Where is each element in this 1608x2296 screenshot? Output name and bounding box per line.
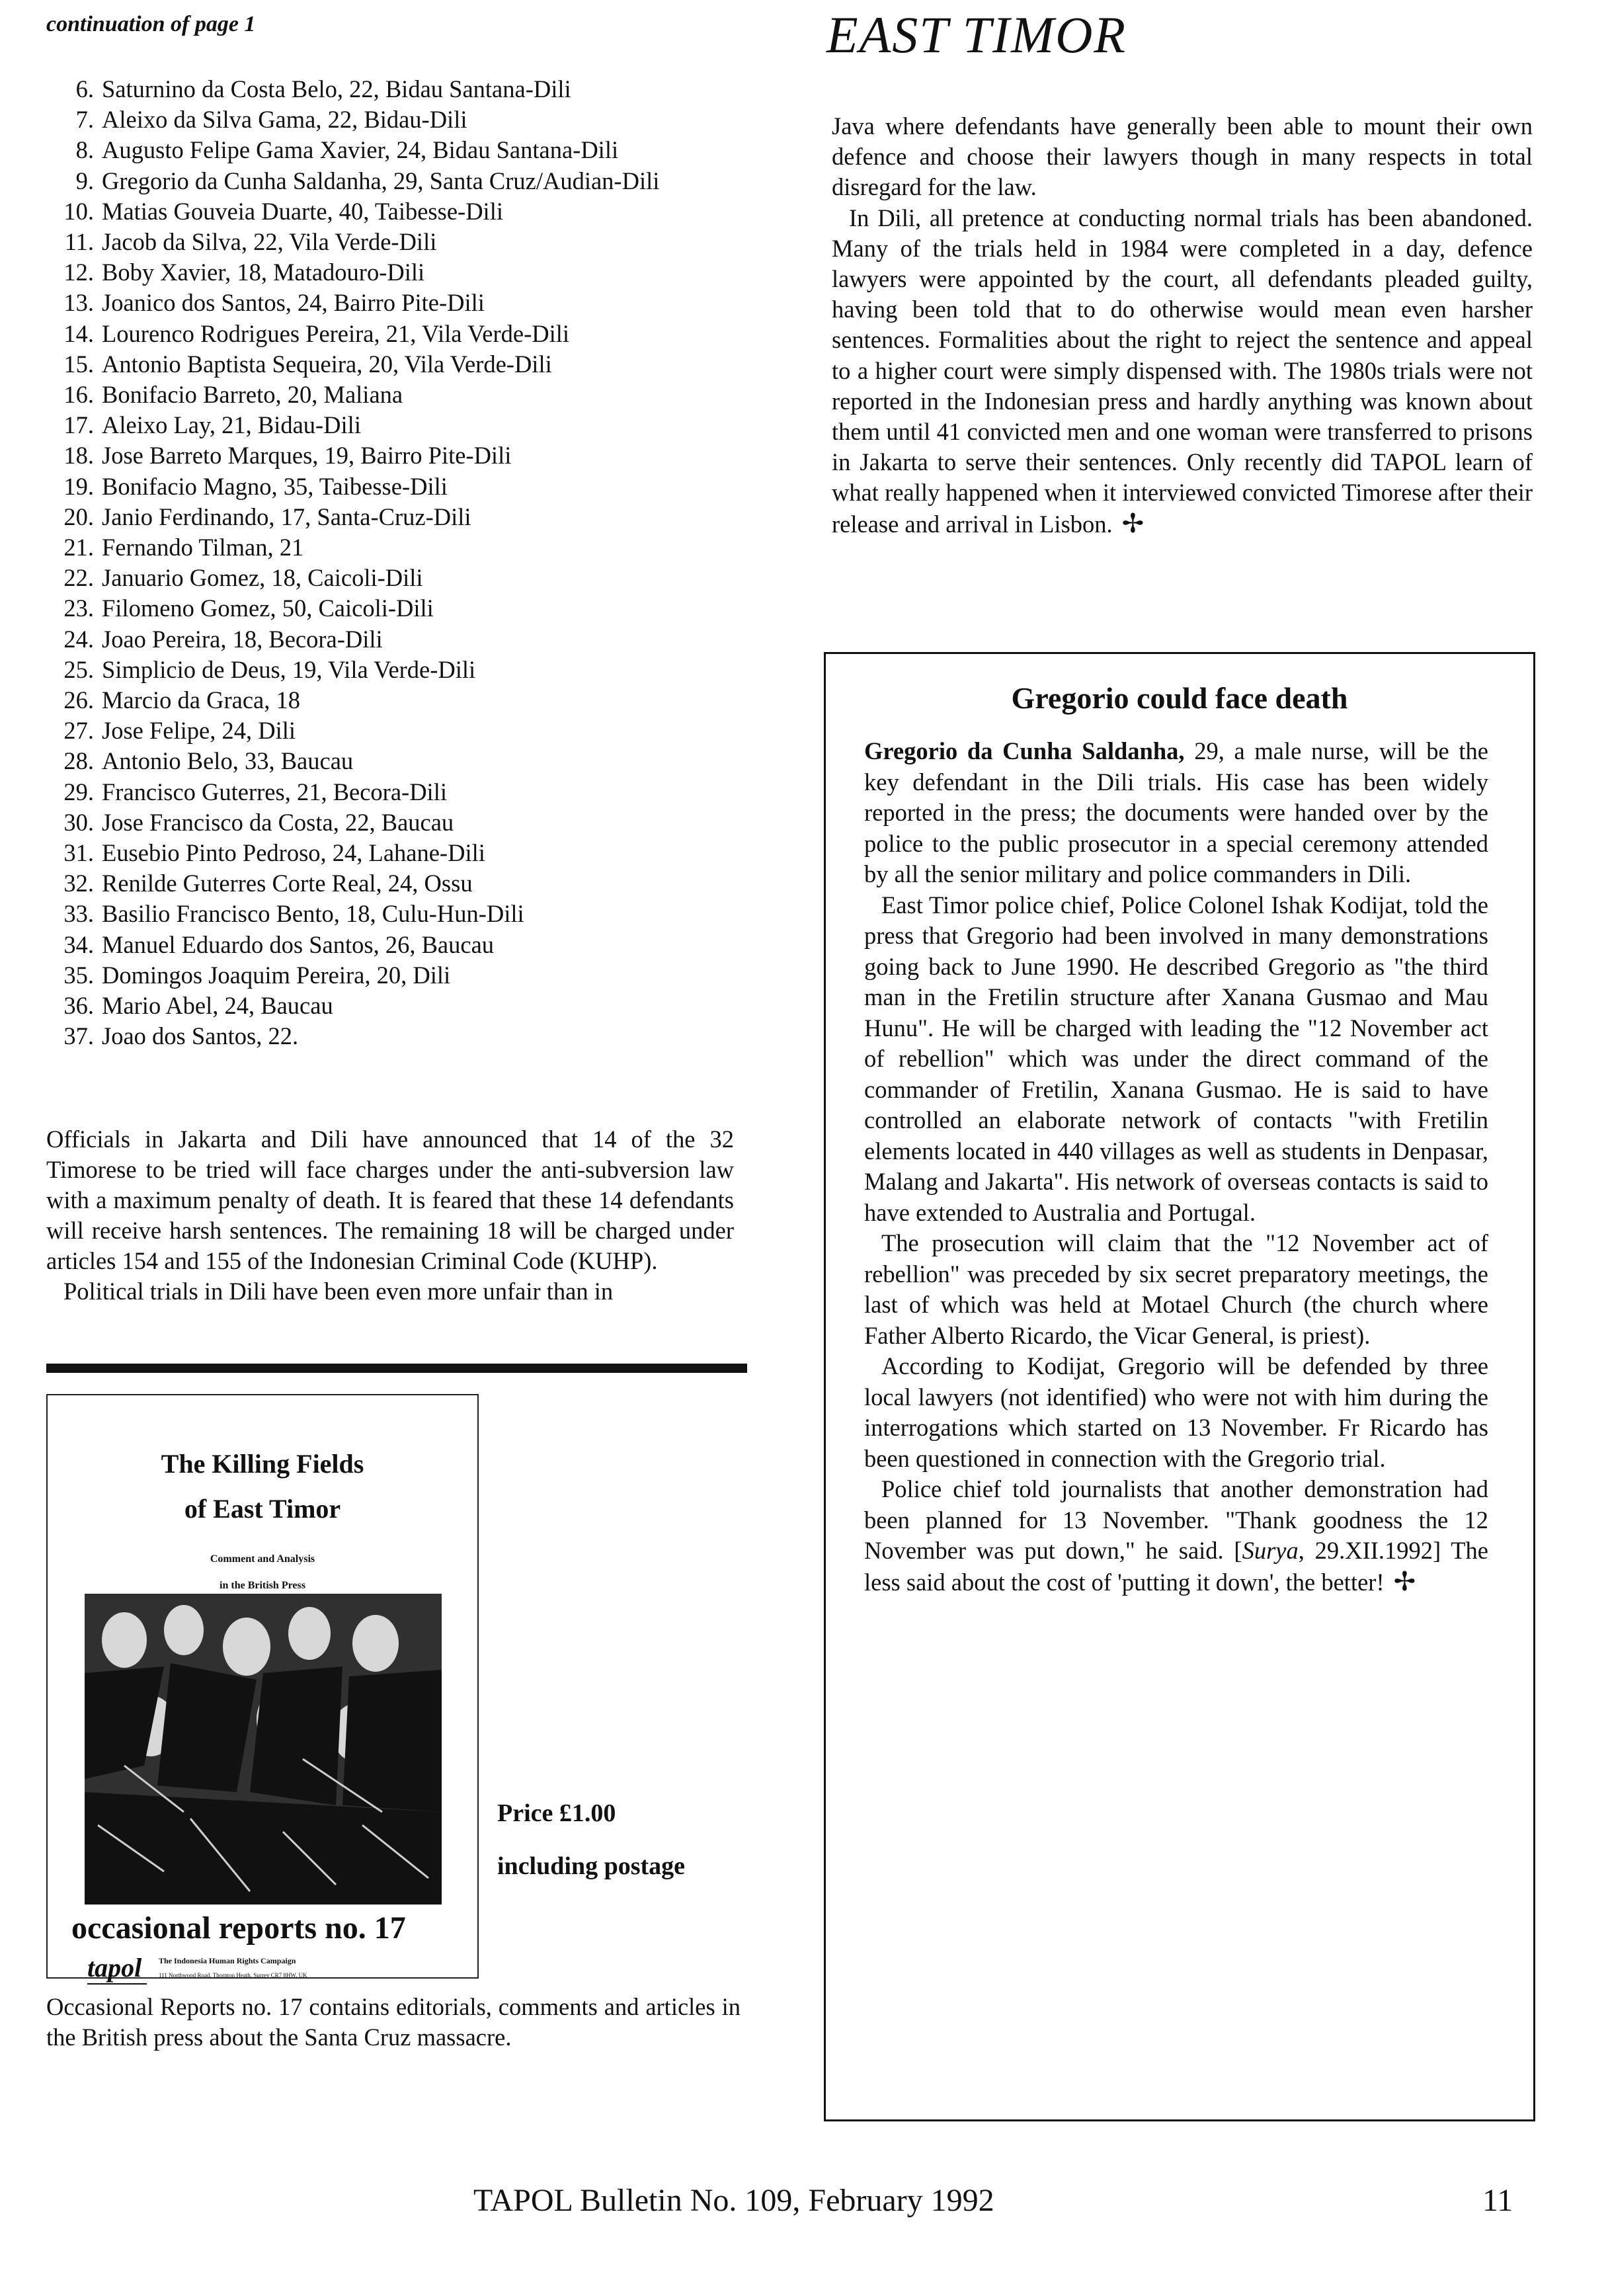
- list-item: [46, 502, 747, 532]
- list-item: [46, 868, 747, 899]
- ad-postage: including postage: [497, 1852, 686, 1880]
- list-item-text: Boby Xavier, 18, Matadouro-Dili: [102, 259, 425, 286]
- list-item: [46, 746, 747, 776]
- list-item: [46, 196, 747, 227]
- list-item: [46, 1021, 747, 1051]
- continuation-note: continuation of page 1: [46, 12, 256, 36]
- section-title: EAST TIMOR: [826, 6, 1127, 63]
- list-item-text: Jose Felipe, 24, Dili: [102, 717, 296, 745]
- ad-subtitle-line: Comment and Analysis: [210, 1553, 315, 1565]
- ad-price: Price £1.00: [497, 1799, 616, 1827]
- ad-title: [48, 1442, 477, 1532]
- list-item: [46, 899, 747, 929]
- paragraph-text: , 29.XII.1992] The less said about the cost of 'putting it down', the better!: [864, 1537, 1488, 1596]
- list-item-number: 14.: [63, 319, 94, 347]
- end-mark-icon: ✢: [1393, 1566, 1416, 1596]
- end-mark-icon: ✢: [1121, 508, 1145, 538]
- list-item-number: 8.: [75, 136, 94, 164]
- list-item-number: 29.: [63, 778, 94, 805]
- list-item-number: 30.: [63, 808, 94, 836]
- lead-name: Gregorio da Cunha Saldanha,: [864, 737, 1185, 764]
- list-item-number: 10.: [63, 197, 94, 225]
- list-item-number: 18.: [63, 442, 94, 470]
- list-item: [46, 166, 747, 196]
- list-item: [46, 716, 747, 746]
- list-item-text: Simplicio de Deus, 19, Vila Verde-Dili: [102, 655, 476, 683]
- list-item-number: 36.: [63, 992, 94, 1020]
- list-item-text: Bonifacio Magno, 35, Taibesse-Dili: [102, 472, 448, 500]
- list-item-text: Fernando Tilman, 21: [102, 534, 304, 561]
- list-item: [46, 257, 747, 288]
- list-item-text: Eusebio Pinto Pedroso, 24, Lahane-Dili: [102, 839, 485, 867]
- list-item-number: 33.: [63, 900, 94, 928]
- ad-title-line: of East Timor: [184, 1494, 341, 1524]
- list-item-text: Saturnino da Costa Belo, 22, Bidau Santana-Dili: [102, 75, 571, 102]
- list-item-text: Januario Gomez, 18, Caicoli-Dili: [102, 564, 423, 592]
- list-item-text: Renilde Guterres Corte Real, 24, Ossu: [102, 870, 473, 897]
- list-item-number: 13.: [63, 289, 94, 317]
- list-item-number: 12.: [63, 259, 94, 286]
- list-item: [46, 655, 747, 685]
- list-item-text: Joanico dos Santos, 24, Bairro Pite-Dili: [102, 289, 485, 317]
- list-item: [46, 227, 747, 257]
- page-number: 11: [1482, 2183, 1513, 2218]
- tapol-logo: tapol: [87, 1952, 147, 1985]
- ad-caption: Occasional Reports no. 17 contains editorials, comments and articles in the British press about the Santa Cruz massacre.: [46, 1993, 741, 2051]
- list-item: [46, 807, 747, 838]
- list-item-number: 16.: [63, 381, 94, 409]
- ad-subtitle-line: in the British Press: [220, 1580, 305, 1591]
- list-item: [46, 135, 747, 165]
- paragraph: Officials in Jakarta and Dili have announced that 14 of the 32 Timorese to be tried will face charges under the anti-subversion law with a maximum penalty of death. It is feared that these 14 defendants will receive harsh sentences. The remaining 18 will be charged under articles 154 and 155 of the Indonesian Criminal Code (KUHP).: [46, 1126, 734, 1274]
- list-item: [46, 74, 747, 104]
- left-article-text: [46, 1124, 734, 1307]
- list-item-number: 31.: [63, 839, 94, 867]
- list-item-text: Domingos Joaquim Pereira, 20, Dili: [102, 961, 451, 989]
- list-item: [46, 624, 747, 655]
- list-item: [46, 288, 747, 318]
- list-item: [46, 685, 747, 716]
- list-item-text: Aleixo Lay, 21, Bidau-Dili: [102, 411, 361, 439]
- list-item: [46, 593, 747, 624]
- paragraph: [832, 203, 1533, 540]
- sidebar-headline: Gregorio could face death: [1011, 681, 1348, 715]
- ad-address: 111 Northwood Road, Thornton Heath, Surrey CR7 8HW, UK: [159, 1972, 307, 1979]
- list-item-text: Jacob da Silva, 22, Vila Verde-Dili: [102, 228, 437, 256]
- list-item: [46, 532, 747, 563]
- list-item-number: 6.: [75, 75, 94, 102]
- list-item-number: 19.: [63, 472, 94, 500]
- list-item-text: Lourenco Rodrigues Pereira, 21, Vila Verde-Dili: [102, 319, 570, 347]
- right-article-text: [832, 111, 1533, 540]
- list-item-number: 35.: [63, 961, 94, 989]
- sidebar-text: [864, 736, 1488, 1598]
- list-item-number: 15.: [63, 350, 94, 378]
- list-item-text: Jose Barreto Marques, 19, Bairro Pite-Dili: [102, 442, 512, 470]
- list-item: [46, 472, 747, 502]
- paragraph: The prosecution will claim that the "12 November act of rebellion" was preceded by six secret preparatory meetings, the last of which was held at Motael Church (the church where Father Alberto Ricardo, the Vicar General, is priest).: [864, 1229, 1488, 1349]
- list-item: [46, 960, 747, 991]
- list-item: [46, 563, 747, 593]
- ad-series-title: occasional reports no. 17: [71, 1910, 406, 1946]
- paragraph: According to Kodijat, Gregorio will be defended by three local lawyers (not identified) who were not with him during the interrogations which started on 13 November. Fr Ricardo has been questioned in connection with the Gregorio trial.: [864, 1352, 1488, 1472]
- list-item-number: 32.: [63, 870, 94, 897]
- list-item-number: 17.: [63, 411, 94, 439]
- paragraph: Java where defendants have generally been able to mount their own defence and choose their lawyers though in many respects in total disregard for the law.: [832, 112, 1533, 201]
- paragraph: [864, 736, 1488, 890]
- list-item-text: Basilio Francisco Bento, 18, Culu-Hun-Dili: [102, 900, 524, 928]
- crowd-illustration: [85, 1594, 442, 1905]
- list-item-text: Jose Francisco da Costa, 22, Baucau: [102, 808, 454, 836]
- list-item-text: Manuel Eduardo dos Santos, 26, Baucau: [102, 930, 495, 958]
- list-item-number: 9.: [75, 167, 94, 194]
- paragraph: Political trials in Dili have been even more unfair than in: [63, 1278, 614, 1305]
- ad-title-line: The Killing Fields: [161, 1449, 364, 1479]
- list-item-number: 27.: [63, 717, 94, 745]
- ad-organisation: The Indonesia Human Rights Campaign: [159, 1956, 296, 1965]
- list-item: [46, 991, 747, 1021]
- list-item-number: 7.: [75, 106, 94, 134]
- list-item: [46, 410, 747, 440]
- list-item-text: Aleixo da Silva Gama, 22, Bidau-Dili: [102, 106, 467, 134]
- paragraph-text: 29, a male nurse, will be the key defendant in the Dili trials. His case has been widely reported in the press; the documents were handed over by the police to the public prosecutor in a special ceremony attended by all the senior military and police commanders in Dili.: [864, 737, 1488, 887]
- list-item-number: 26.: [63, 686, 94, 714]
- list-item-text: Gregorio da Cunha Saldanha, 29, Santa Cruz/Audian-Dili: [102, 167, 660, 194]
- list-item-number: 21.: [63, 534, 94, 561]
- ad-subtitle: [48, 1546, 477, 1599]
- paragraph: [864, 1474, 1488, 1598]
- paragraph-text: In Dili, all pretence at conducting normal trials has been abandoned. Many of the trials held in 1984 were completed in a day, defence lawyers were appointed by the court, all defendants pleaded guilty, having been told that to do otherwise would mean even harsher sentences. Formalities about the right to reject the sentence and appeal to a higher court were simply dispensed with. The 1980s trials were not reported in the Indonesian press and hardly anything was known about them until 41 convicted men and one woman were transferred to prisons in Jakarta to serve their sentences. Only recently did TAPOL learn of what really happened when it interviewed convicted Timorese after their release and arrival in Lisbon.: [832, 204, 1533, 538]
- list-item-text: Francisco Guterres, 21, Becora-Dili: [102, 778, 447, 805]
- list-item-text: Matias Gouveia Duarte, 40, Taibesse-Dili: [102, 197, 503, 225]
- list-item-number: 34.: [63, 930, 94, 958]
- list-item-text: Bonifacio Barreto, 20, Maliana: [102, 381, 403, 409]
- publication-ad: [46, 1394, 479, 1983]
- list-item-text: Joao dos Santos, 22.: [102, 1022, 299, 1050]
- list-item-number: 20.: [63, 503, 94, 530]
- source-name: Surya: [1242, 1537, 1299, 1564]
- list-item: [46, 349, 747, 380]
- list-item-text: Joao Pereira, 18, Becora-Dili: [102, 625, 383, 653]
- list-item-number: 23.: [63, 594, 94, 622]
- list-item-text: Augusto Felipe Gama Xavier, 24, Bidau Santana-Dili: [102, 136, 619, 164]
- list-item-number: 24.: [63, 625, 94, 653]
- crowd-illustration-art: [85, 1594, 442, 1905]
- paragraph: East Timor police chief, Police Colonel Ishak Kodijat, told the press that Gregorio had been involved in many demonstrations going back to June 1990. He described Gregorio as "the third man in the Fretilin structure after Xanana Gusmao and Mau Hunu". He will be charged with leading the "12 November act of rebellion" which was under the direct command of the commander of Fretilin, Xanana Gusmao. He is said to have controlled an elaborate network of contacts "with Fretilin elements located in 440 villages as well as students in Denpasar, Malang and Jakarta". His network of overseas contacts is said to have extended to Australia and Portugal.: [864, 891, 1488, 1226]
- list-item-text: Marcio da Graca, 18: [102, 686, 300, 714]
- list-item-number: 28.: [63, 747, 94, 775]
- list-item: [46, 930, 747, 960]
- list-item-text: Filomeno Gomez, 50, Caicoli-Dili: [102, 594, 434, 622]
- list-item: [46, 319, 747, 349]
- list-item: [46, 777, 747, 807]
- list-item-number: 37.: [63, 1022, 94, 1050]
- list-item-text: Antonio Baptista Sequeira, 20, Vila Verde-Dili: [102, 350, 552, 378]
- list-item: [46, 104, 747, 135]
- paragraph-text: Police chief told journalists that another demonstration had been planned for 13 November. "Thank goodness the 12 November was put down," he said. [: [864, 1475, 1488, 1564]
- list-item: [46, 838, 747, 868]
- defendant-list: [46, 74, 747, 1052]
- list-item-text: Antonio Belo, 33, Baucau: [102, 747, 354, 775]
- list-item-number: 25.: [63, 655, 94, 683]
- list-item-text: Mario Abel, 24, Baucau: [102, 992, 333, 1020]
- list-item-number: 11.: [64, 228, 94, 256]
- divider-rule: [46, 1364, 747, 1373]
- footer-bulletin: TAPOL Bulletin No. 109, February 1992: [473, 2183, 994, 2218]
- list-item-text: Janio Ferdinando, 17, Santa-Cruz-Dili: [102, 503, 471, 530]
- list-item: [46, 440, 747, 471]
- list-item: [46, 380, 747, 410]
- sidebar-box: [824, 652, 1535, 2121]
- list-item-number: 22.: [63, 564, 94, 592]
